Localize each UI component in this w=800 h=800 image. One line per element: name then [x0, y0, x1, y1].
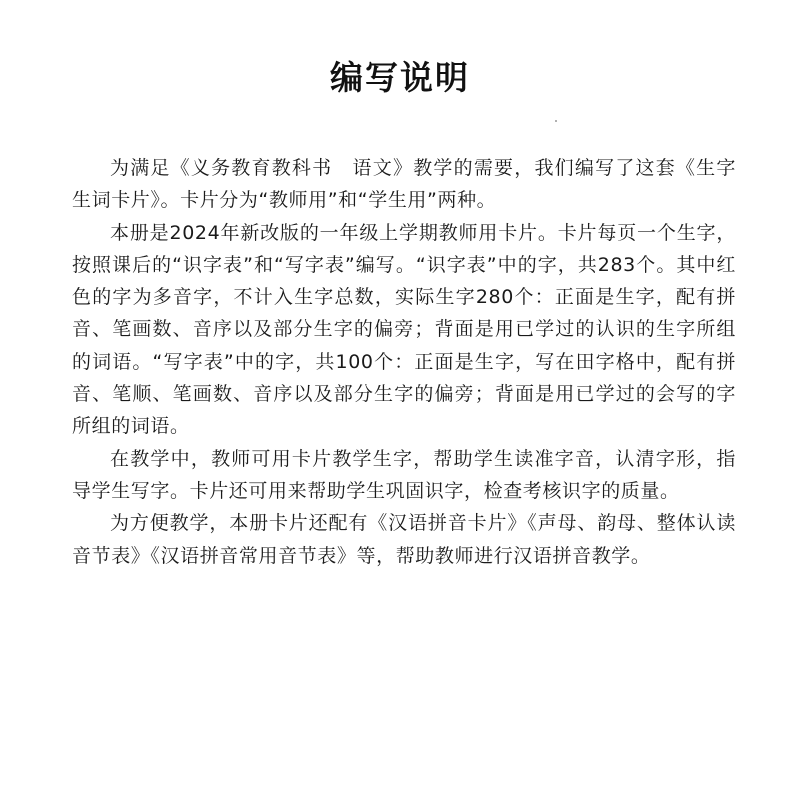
- paragraph-usage: 在教学中，教师可用卡片教学生字，帮助学生读准字音，认清字形，指导学生写字。卡片还可用来帮助学生巩固识字，检查考核识字的质量。: [72, 447, 736, 502]
- paragraph-supplements: 为方便教学，本册卡片还配有《汉语拼音卡片》《声母、韵母、整体认读音节表》《汉语拼音常用音节表》等，帮助教师进行汉语拼音教学。: [72, 512, 736, 567]
- paragraph-purpose: 为满足《义务教育教科书 语文》教学的需要，我们编写了这套《生字生词卡片》。卡片分为“教师用”和“学生用”两种。: [72, 157, 736, 212]
- document-body: [72, 152, 736, 572]
- page-title: 编写说明: [330, 58, 470, 97]
- paragraph-contents: 本册是2024年新改版的一年级上学期教师用卡片。卡片每页一个生字，按照课后的“识字表”和“写字表”编写。“识字表”中的字，共283个。其中红色的字为多音字，不计入生字总数，实际生字280个：正面是生字，配有拼音、笔画数、音序以及部分生字的偏旁；背面是用已学过的认识的生字所组的词语。“写字表”中的字，共100个：正面是生字，写在田字格中，配有拼音、笔顺、笔画数、音序以及部分生字的偏旁；背面是用已学过的会写的字所组的词语。: [72, 221, 736, 438]
- scan-speck: [555, 120, 557, 122]
